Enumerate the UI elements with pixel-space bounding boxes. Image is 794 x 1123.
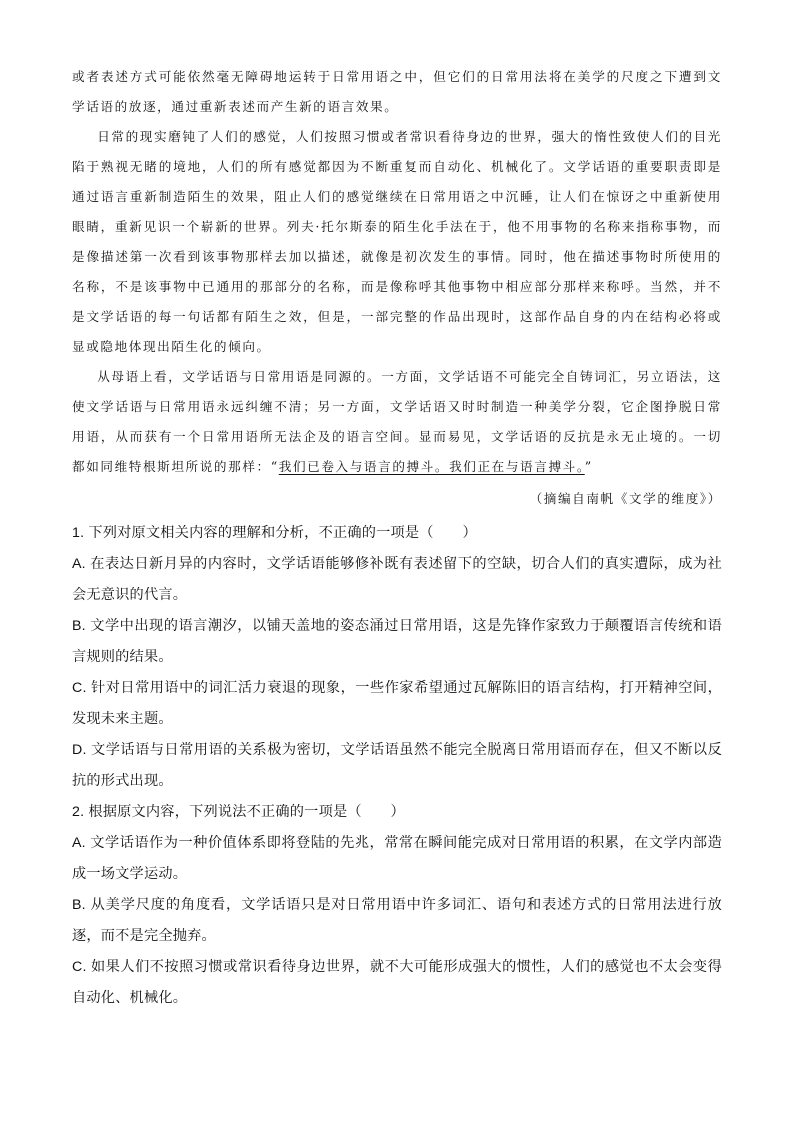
question-1-option-d: D. 文学话语与日常用语的关系极为密切，文学话语虽然不能完全脱离日常用语而存在，但又不断以反抗的形式出现。 — [72, 742, 722, 789]
passage-paragraph-3 — [72, 362, 722, 482]
question-1-option-a: A. 在表达日新月异的内容时，文学话语能够修补既有表述留下的空缺，切合人们的真实遭际，成为社会无意识的代言。 — [72, 556, 722, 603]
question-2-option-a: A. 文学话语作为一种价值体系即将登陆的先兆，常常在瞬间能完成对日常用语的积累，在文学内部造成一场文学运动。 — [72, 835, 722, 882]
question-1-option-b: B. 文学中出现的语言潮汐，以铺天盖地的姿态涌过日常用语，这是先锋作家致力于颠覆语言传统和语言规则的结果。 — [72, 618, 722, 665]
passage-source: （摘编自南帆《文学的维度》） — [529, 491, 722, 506]
passage-paragraph-2: 日常的现实磨钝了人们的感觉，人们按照习惯或者常识看待身边的世界，强大的惰性致使人们的目光陷于熟视无睹的境地，人们的所有感觉都因为不断重复而自动化、机械化了。文学话语的重要职责即是通过语言重新制造陌生的效果，阻止人们的感觉继续在日常用语之中沉睡，让人们在惊讶之中重新使用眼睛，重新见识一个崭新的世界。列夫·托尔斯泰的陌生化手法在于，他不用事物的名称来指称事物，而是像描述第一次看到该事物那样去加以描述，就像是初次发生的事情。同时，他在描述事物时所使用的名称，不是该事物中已通用的那部分的名称，而是像称呼其他事物中相应部分那样来称呼。当然，并不是文学话语的每一句话都有陌生之效，但是，一部完整的作品出现时，这部作品自身的内在结构必将或显或隐地体现出陌生化的倾向。 — [72, 129, 722, 354]
passage-paragraph-continuation: 或者表述方式可能依然毫无障碍地运转于日常用语之中，但它们的日常用法将在美学的尺度之下遭到文学话语的放逐，通过重新表述而产生新的语言效果。 — [72, 69, 722, 114]
question-2-stem: 2. 根据原文内容，下列说法不正确的一项是（ ） — [72, 804, 405, 820]
question-2-option-b: B. 从美学尺度的角度看，文学话语只是对日常用语中许多词汇、语句和表述方式的日常用法进行放逐，而不是完全抛弃。 — [72, 897, 722, 944]
question-1 — [72, 518, 722, 797]
question-section — [72, 518, 722, 1014]
passage-paragraph-3-lead: 从母语上看，文学话语与日常用语是同源的。一方面，文学话语不可能完全自铸词汇，另立语法，这使文学话语与日常用语永远纠缠不清；另一方面，文学话语又时时制造一种美学分裂，它企图挣脱日常用语，从而获有一个日常用语所无法企及的语言空间。显而易见，文学话语的反抗是永无止境的。一切都如同维特根斯坦所说的那样：“ — [72, 369, 722, 474]
wittgenstein-quote: 我们已卷入与语言的搏斗。我们正在与语言搏斗。 — [278, 459, 585, 474]
question-2 — [72, 797, 722, 1014]
question-2-option-c: C. 如果人们不按照习惯或常识看待身边世界，就不大可能形成强大的惯性，人们的感觉也不太会变得自动化、机械化。 — [72, 959, 722, 1006]
passage-paragraph-3-end: ” — [584, 459, 593, 474]
question-1-option-c: C. 针对日常用语中的词汇活力衰退的现象，一些作家希望通过瓦解陈旧的语言结构，打开精神空间，发现未来主题。 — [72, 680, 722, 727]
document-page — [72, 62, 722, 1014]
reading-passage — [72, 62, 722, 514]
question-1-stem: 1. 下列对原文相关内容的理解和分析，不正确的一项是（ ） — [72, 525, 477, 541]
